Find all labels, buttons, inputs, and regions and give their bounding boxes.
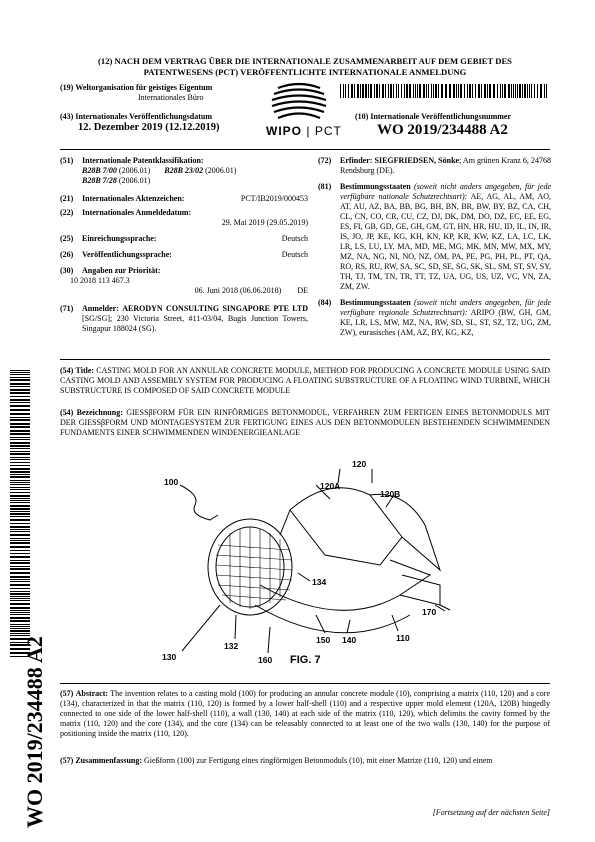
- field-26-value: Deutsch: [281, 250, 308, 259]
- inventor-address: ; Am grünen Kranz 6, 24768 Rendsburg (DE).: [340, 156, 551, 175]
- label-120b: 120B: [380, 489, 401, 499]
- ipc-class-3-date: (2006.01): [118, 176, 151, 185]
- label-140: 140: [342, 635, 357, 645]
- field-72-code: (72): [318, 156, 332, 165]
- field-26-code: (26): [60, 250, 74, 259]
- field-21-code: (21): [60, 194, 74, 203]
- field-84-code: (84): [318, 298, 332, 307]
- doc-header: [60, 56, 550, 77]
- inventor-name: SIEGFRIEDSEN, Sönke: [374, 156, 460, 165]
- field-25: [60, 234, 308, 244]
- field-84-label: Bestimmungsstaaten: [340, 298, 411, 307]
- label-170: 170: [422, 607, 437, 617]
- vertical-barcode-graphic: [10, 370, 30, 660]
- pubnum-code: (10): [355, 112, 369, 121]
- wipo-name: WIPO: [266, 124, 302, 138]
- field-81-code: (81): [318, 182, 332, 191]
- zusammenfassung-label: Zusammenfassung:: [75, 756, 143, 765]
- bibliographic-right: [318, 156, 551, 338]
- field-25-code: (25): [60, 234, 74, 243]
- ipc-class-1-date: (2006.01): [118, 166, 151, 175]
- pubdate-label: Internationales Veröffentlichungsdatum: [75, 112, 213, 121]
- zusammenfassung-block: [60, 756, 550, 766]
- field-71: [60, 304, 308, 334]
- header-barcode: [340, 84, 550, 98]
- bezeichnung-label: Bezeichnung:: [76, 408, 123, 417]
- field-22-value: 29. Mai 2019 (29.05.2019): [221, 218, 308, 227]
- title-text: CASTING MOLD FOR AN ANNULAR CONCRETE MODULE, METHOD FOR PRODUCING A CONCRETE MODULE USING SAID CASTING MOLD AND ASSEMBLY SYSTEM FOR PRODUCING A FLOATING SUBSTRUCTURE OF A FLOATING WIND TURBINE, WHICH SUBSTRUCTURE IS COMPOSED OF SAID CONCRETE MODULE: [60, 366, 550, 395]
- header-line-1: (12) NACH DEM VERTRAG ÜBER DIE INTERNATIONALE ZUSAMMENARBEIT AUF DEM GEBIET DES: [98, 56, 512, 66]
- field-81: [318, 182, 551, 292]
- label-120a: 120A: [320, 481, 341, 491]
- org-bureau: Internationales Büro: [138, 93, 204, 102]
- priority-date: 06. Juni 2018 (06.06.2018): [194, 286, 282, 295]
- figure-caption: FIG. 7: [290, 654, 321, 666]
- field-81-note: (soweit nicht anders angegeben, für jede verfügbare nationale Schutzrechtsart):: [340, 182, 551, 201]
- divider-abstract: [60, 683, 550, 684]
- org-code: (19): [60, 83, 74, 92]
- zusammenfassung-text: Gießform (100) zur Fertigung eines ringförmigen Betonmoduls (10), mit einer Matrize (110, 120) und einem: [144, 756, 493, 765]
- bezeichnung-block: [60, 408, 550, 438]
- label-150: 150: [316, 635, 331, 645]
- regional-states: ARIPO (BW, GH, GM, KE, LR, LS, MW, MZ, NA, RW, SD, SL, ST, SZ, TZ, UG, ZM, ZW), eurasisches (AM, AZ, BY, KG, KZ,: [340, 308, 552, 337]
- priority-country: DE: [297, 286, 308, 295]
- field-25-value: Deutsch: [281, 234, 308, 243]
- field-72: [318, 156, 551, 176]
- bezeichnung-code: (54): [60, 408, 74, 417]
- casting-mold-drawing: [140, 455, 480, 670]
- ipc-class-2: B28B 23/02: [164, 166, 204, 175]
- continued-note: [Fortsetzung auf der nächsten Seite]: [432, 808, 550, 817]
- abstract-block: [60, 689, 550, 739]
- organization-block: [60, 83, 290, 103]
- priority-number: 10 2018 113 467.3: [70, 276, 130, 285]
- field-30: [60, 266, 308, 296]
- pubdate-code: (43): [60, 112, 74, 121]
- field-21-label: Internationales Aktenzeichen:: [82, 194, 185, 203]
- pubnum-label: Internationale Veröffentlichungsnummer: [370, 112, 511, 121]
- field-81-label: Bestimmungsstaaten: [340, 182, 411, 191]
- field-51: [60, 156, 308, 188]
- ipc-class-1: B28B 7/00: [82, 166, 117, 175]
- field-21-value: PCT/IB2019/000453: [240, 194, 308, 203]
- national-states: AE, AG, AL, AM, AO, AT, AU, AZ, BA, BB, BG, BH, BN, BR, BW, BY, BZ, CA, CH, CL, CN, CO, CR, CU, CZ, DJ, DK, DM, DO, DZ, EC, EE, EG, ES, FI, GB, GD, GE, GH, GM, GT, HN, HR, HU, ID, IL, IN, IR, IS, JO, JP, KE, KG, KH, KN, KP, KR, KW, KZ, LA, LC, LK, LR, LS, LU, LY, MA, MD, ME, MG, MK, MN, MW, MX, MY, MZ, NA, NG, NI, NO, NZ, OM, PA, PE, PG, PH, PL, PT, QA, RO, RS, RU, RW, SA, SC, SD, SE, SG, SK, SL, SM, ST, SV, SY, TH, TJ, TM, TN, TR, TT, TZ, UA, UG, US, UZ, VC, VN, ZA, ZM, ZW.: [340, 192, 552, 291]
- pubdate-block: [60, 112, 280, 134]
- applicant-name: AERODYN CONSULTING SINGAPORE PTE LTD: [122, 304, 308, 313]
- org-name: Weltorganisation für geistiges Eigentum: [75, 83, 213, 92]
- pubnum-value: WO 2019/234488 A2: [377, 122, 508, 138]
- label-100: 100: [164, 477, 179, 487]
- field-26: [60, 250, 308, 260]
- label-120: 120: [352, 459, 367, 469]
- field-30-label: Angaben zur Priorität:: [82, 266, 161, 275]
- abstract-label: Abstract:: [75, 689, 109, 698]
- field-30-code: (30): [60, 266, 74, 275]
- pubnum-block: [355, 112, 555, 139]
- zusammenfassung-code: (57): [60, 756, 74, 765]
- field-21: [60, 194, 308, 204]
- bibliographic-left: [60, 156, 308, 334]
- field-26-label: Veröffentlichungssprache:: [82, 250, 172, 259]
- wipo-separator: |: [306, 124, 311, 138]
- field-51-code: (51): [60, 156, 74, 165]
- patent-figure: [140, 455, 480, 670]
- bezeichnung-text: GIESSβFORM FÜR EIN RINFÖRMIGES BETONMODUL, VERFAHREN ZUM FERTIGEN EINES BETONMODULS MIT DER GIESSβFORM UND MONTAGESYSTEM ZUR FERTIGUNG EINES AUS DEN BETONMODULEN BESTEHENDEN SCHWIMMENDEN FUNDAMENTS EINER SCHWIMMENDEN WINDENERGIEANLAGE: [60, 408, 551, 437]
- label-160: 160: [258, 655, 273, 665]
- sidebar-pubnum: WO 2019/234488 A2: [22, 636, 47, 828]
- field-22-code: (22): [60, 208, 74, 217]
- label-134: 134: [312, 577, 327, 587]
- field-84-note: (soweit nicht anders angegeben, für jede verfügbare regionale Schutzrechtsart):: [340, 298, 551, 317]
- abstract-code: (57): [60, 689, 74, 698]
- wipo-suffix: PCT: [314, 124, 342, 138]
- header-line-2: PATENTWESENS (PCT) VERÖFFENTLICHTE INTERNATIONALE ANMELDUNG: [143, 66, 467, 77]
- ipc-class-3: B28B 7/28: [82, 176, 117, 185]
- field-22-label: Internationales Anmeldedatum:: [82, 208, 192, 217]
- field-51-label: Internationale Patentklassifikation:: [82, 156, 204, 165]
- applicant-address: [SG/SG]; 230 Victoria Street, #11-03/04, Bugis Junction Towers, Singapur 188024 (SG).: [82, 314, 308, 333]
- abstract-text: The invention relates to a casting mold (100) for producing an annular concrete module (10), comprising a matrix (110, 120) and a core (134), characterized in that the matrix (110, 120) is formed by a lower half-shell (110) and a respective upper mold element (120A, 120B) hingedly connected to one side of the lower half-shell (110), a wall (130, 140) at each side of the matrix (110, 120), which delimits the cavity formed by the matrix (110, 120) and the core (134), and the core (134) can be releasably connected to at least one of the two walls (130, 140) for the purpose of positioning inside the matrix (110, 120).: [60, 689, 551, 738]
- label-132: 132: [224, 641, 239, 651]
- label-110: 110: [396, 633, 410, 643]
- field-84: [318, 298, 551, 338]
- title-block: [60, 366, 550, 396]
- field-71-code: (71): [60, 304, 74, 313]
- ipc-class-2-date: (2006.01): [205, 166, 237, 175]
- divider-top: [60, 149, 550, 150]
- title-label: Title:: [75, 366, 95, 375]
- field-71-label: Anmelder:: [82, 304, 119, 313]
- divider-middle: [60, 359, 550, 360]
- field-22: [60, 208, 308, 228]
- pubdate-value: 12. Dezember 2019 (12.12.2019): [78, 122, 220, 133]
- label-130: 130: [162, 652, 177, 662]
- title-code: (54): [60, 366, 74, 375]
- field-25-label: Einreichungssprache:: [82, 234, 157, 243]
- barcode-graphic: [340, 84, 550, 98]
- field-72-label: Erfinder:: [340, 156, 373, 165]
